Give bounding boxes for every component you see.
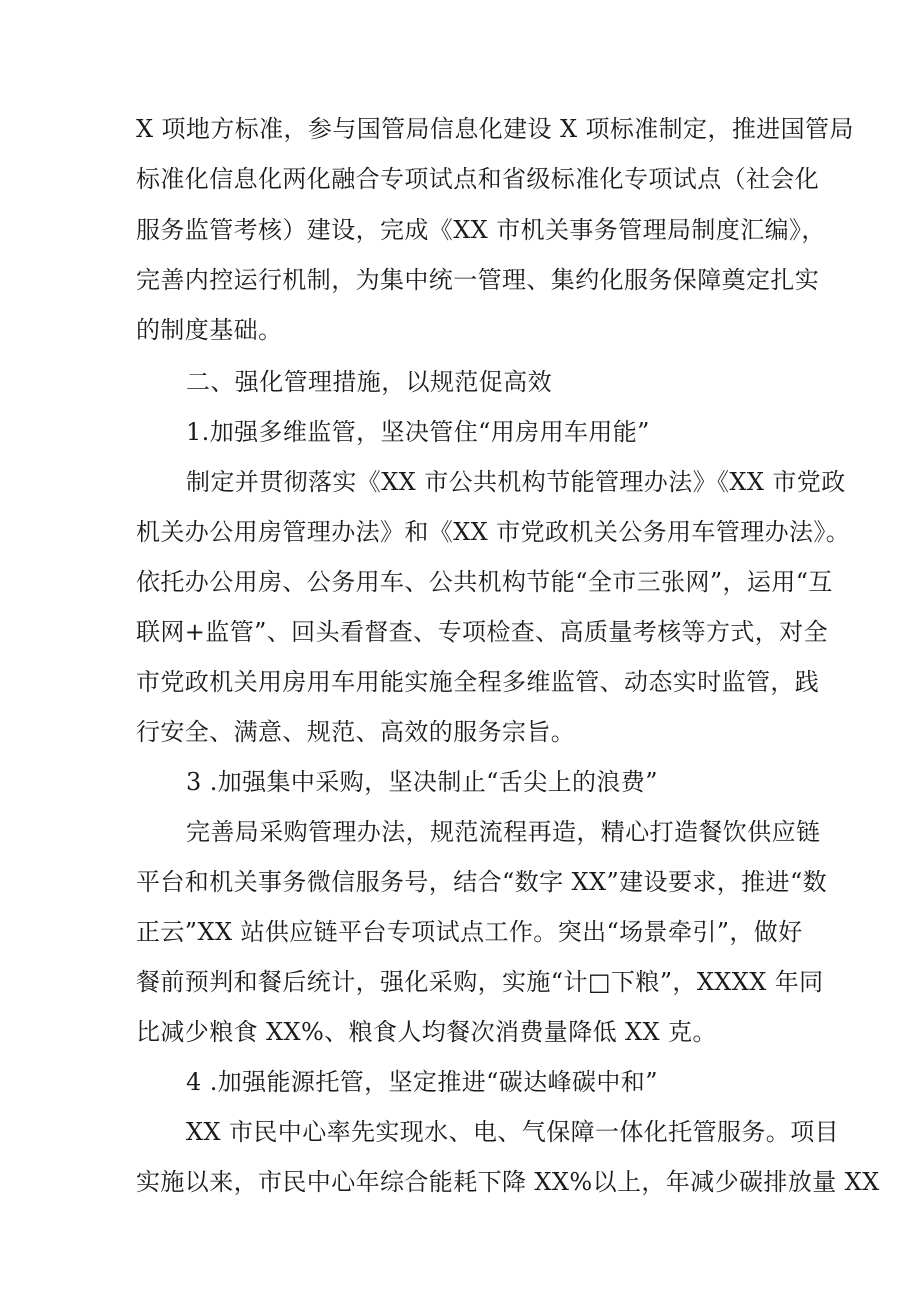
paragraph-line: 服务监管考核）建设，完成《XX 市机关事务管理局制度汇编》， (136, 216, 826, 244)
paragraph-line: XX 市民中心率先实现水、电、气保障一体化托管服务。项目 (186, 1118, 839, 1146)
paragraph-line: 比减少粮食 XX%、粮食人均餐次消费量降低 XX 克。 (136, 1018, 717, 1046)
paragraph-line: 制定并贯彻落实《XX 市公共机构节能管理办法》《XX 市党政 (186, 468, 846, 496)
paragraph-line: 完善内控运行机制，为集中统一管理、集约化服务保障奠定扎实 (136, 266, 820, 294)
paragraph-line: 完善局采购管理办法，规范流程再造，精心打造餐饮供应链 (186, 818, 821, 846)
paragraph-line: X 项地方标准，参与国管局信息化建设 X 项标准制定，推进国管局 (136, 115, 854, 143)
paragraph-line: 的制度基础。 (136, 316, 283, 344)
paragraph-line: 联网+监管”、回头看督查、专项检查、高质量考核等方式，对全 (136, 618, 828, 646)
paragraph-line: 4 .加强能源托管，坚定推进“碳达峰碳中和” (186, 1068, 658, 1096)
paragraph-line: 3 .加强集中采购，坚决制止“舌尖上的浪费” (186, 768, 658, 796)
paragraph-line: 平台和机关事务微信服务号，结合“数字 XX”建设要求，推进“数 (136, 868, 828, 896)
paragraph-line: 依托办公用房、公务用车、公共机构节能“全市三张网”，运用“互 (136, 568, 833, 596)
paragraph-line: 行安全、满意、规范、高效的服务宗旨。 (136, 718, 576, 746)
paragraph-line: 二、强化管理措施，以规范促高效 (186, 368, 552, 396)
paragraph-line: 实施以来，市民中心年综合能耗下降 XX%以上，年减少碳排放量 XX (136, 1168, 880, 1196)
paragraph-line: 正云”XX 站供应链平台专项试点工作。突出“场景牵引”，做好 (136, 918, 803, 946)
paragraph-line: 标准化信息化两化融合专项试点和省级标准化专项试点（社会化 (136, 165, 820, 193)
paragraph-line: 餐前预判和餐后统计，强化采购，实施“计□下粮”，XXXX 年同 (136, 968, 824, 996)
paragraph-line: 1.加强多维监管，坚决管住“用房用车用能” (186, 418, 650, 446)
paragraph-line: 市党政机关用房用车用能实施全程多维监管、动态实时监管，践 (136, 668, 820, 696)
paragraph-line: 机关办公用房管理办法》和《XX 市党政机关公务用车管理办法》。 (136, 518, 851, 546)
